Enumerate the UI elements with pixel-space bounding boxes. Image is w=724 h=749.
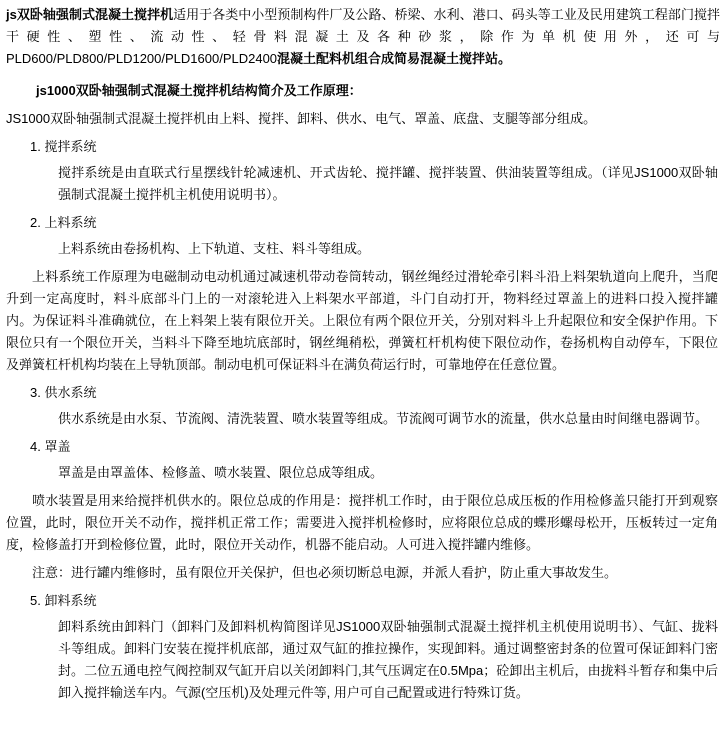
- section-body: 罩盖是由罩盖体、检修盖、喷水装置、限位总成等组成。: [58, 465, 384, 480]
- section-heading: js1000双卧轴强制式混凝土搅拌机结构简介及工作原理：: [36, 83, 362, 98]
- section-title: 卸料系统: [44, 593, 97, 608]
- section-body: 供水系统是由水泵、节流阀、清洗装置、喷水装置等组成。节流阀可调节水的流量，供水总量由时间继电器调节。: [58, 411, 709, 426]
- intro-paragraph: [0, 4, 724, 70]
- list-item: [0, 136, 724, 158]
- list-item: [0, 436, 724, 458]
- intro-bold-tail: 混凝土配料机组合成简易混凝土搅拌站。: [277, 51, 512, 66]
- list-item: [0, 590, 724, 612]
- section-title: 供水系统: [44, 385, 97, 400]
- section-title: 搅拌系统: [44, 139, 97, 154]
- section-number: 5.: [30, 593, 41, 608]
- section-number: 2.: [30, 215, 41, 230]
- section-number: 1.: [30, 139, 41, 154]
- section-body: 上料系统工作原理为电磁制动电动机通过减速机带动卷筒转动，钢丝绳经过滑轮牵引料斗沿上料架轨道向上爬升，当爬升到一定高度时，料斗底部斗门上的一对滚轮进入上料架水平部道，斗门自动打开，物料经过罩盖上的进料口投入搅拌罐内。为保证料斗准确就位，在上料架上装有限位开关。上限位有两个限位开关，分别对料斗上升起限位和安全保护作用。下限位只有一个限位开关，当料斗下降至地坑底部时，钢丝绳稍松，弹簧杠杆机构使下限位动作，卷扬机构自动停车，下限位及弹簧杠杆机构均装在上导轨顶部。制动电机可保证料斗在满负荷运行时，可靠地停在任意位置。: [6, 269, 718, 372]
- section-number: 3.: [30, 385, 41, 400]
- section-title: 罩盖: [44, 439, 71, 454]
- section-body: 喷水装置是用来给搅拌机供水的。限位总成的作用是：搅拌机工作时，由于限位总成压板的作用检修盖只能打开到观察位置，此时，限位开关不动作，搅拌机正常工作；需要进入搅拌机检修时，应将限位总成的蝶形螺母松开，压板转过一定角度，检修盖打开到检修位置，此时，限位开关动作，机器不能启动。人可进入搅拌罐内维修。: [6, 493, 718, 552]
- document-page: [0, 4, 724, 704]
- summary-paragraph: JS1000双卧轴强制式混凝土搅拌机由上料、搅拌、卸料、供水、电气、罩盖、底盘、支腿等部分组成。: [6, 111, 597, 126]
- section-note: 注意：进行罐内维修时，虽有限位开关保护，但也必须切断总电源，并派人看护，防止重大事故发生。: [32, 565, 618, 580]
- section-body: 搅拌系统是由直联式行星摆线针轮减速机、开式齿轮、搅拌罐、搅拌装置、供油装置等组成。（详见JS1000双卧轴强制式混凝土搅拌机主机使用说明书）。: [58, 165, 718, 202]
- list-item: [0, 382, 724, 404]
- list-item: [0, 212, 724, 234]
- section-title: 上料系统: [44, 215, 97, 230]
- section-body: 上料系统由卷扬机构、上下轨道、支柱、料斗等组成。: [58, 241, 371, 256]
- intro-bold-lead: js双卧轴强制式混凝土搅拌机: [6, 7, 174, 22]
- section-number: 4.: [30, 439, 41, 454]
- intro-rest: 适用于各类中小型预制构件厂及公路、桥梁、水利、港口、码头等工业及民用建筑工程部门搅拌干硬性、塑性、流动性、轻骨料混凝土及各种砂浆，除作为单机使用外，还可与PLD600/PLD800/PLD1200/PLD1600/PLD2400: [6, 7, 720, 66]
- section-body: 卸料系统由卸料门（卸料门及卸料机构简图详见JS1000双卧轴强制式混凝土搅拌机主机使用说明书）、气缸、拢料斗等组成。卸料门安装在搅拌机底部，通过双气缸的推拉操作，实现卸料。通过调整密封条的位置可保证卸料门密封。二位五通电控气阀控制双气缸开启以关闭卸料门,其气压调定在0.5Mpa；砼卸出主机后，由拢料斗暂存和集中后卸入搅拌输送车内。气源(空压机)及处理元件等, 用户可自己配置或进行特殊订货。: [58, 619, 718, 700]
